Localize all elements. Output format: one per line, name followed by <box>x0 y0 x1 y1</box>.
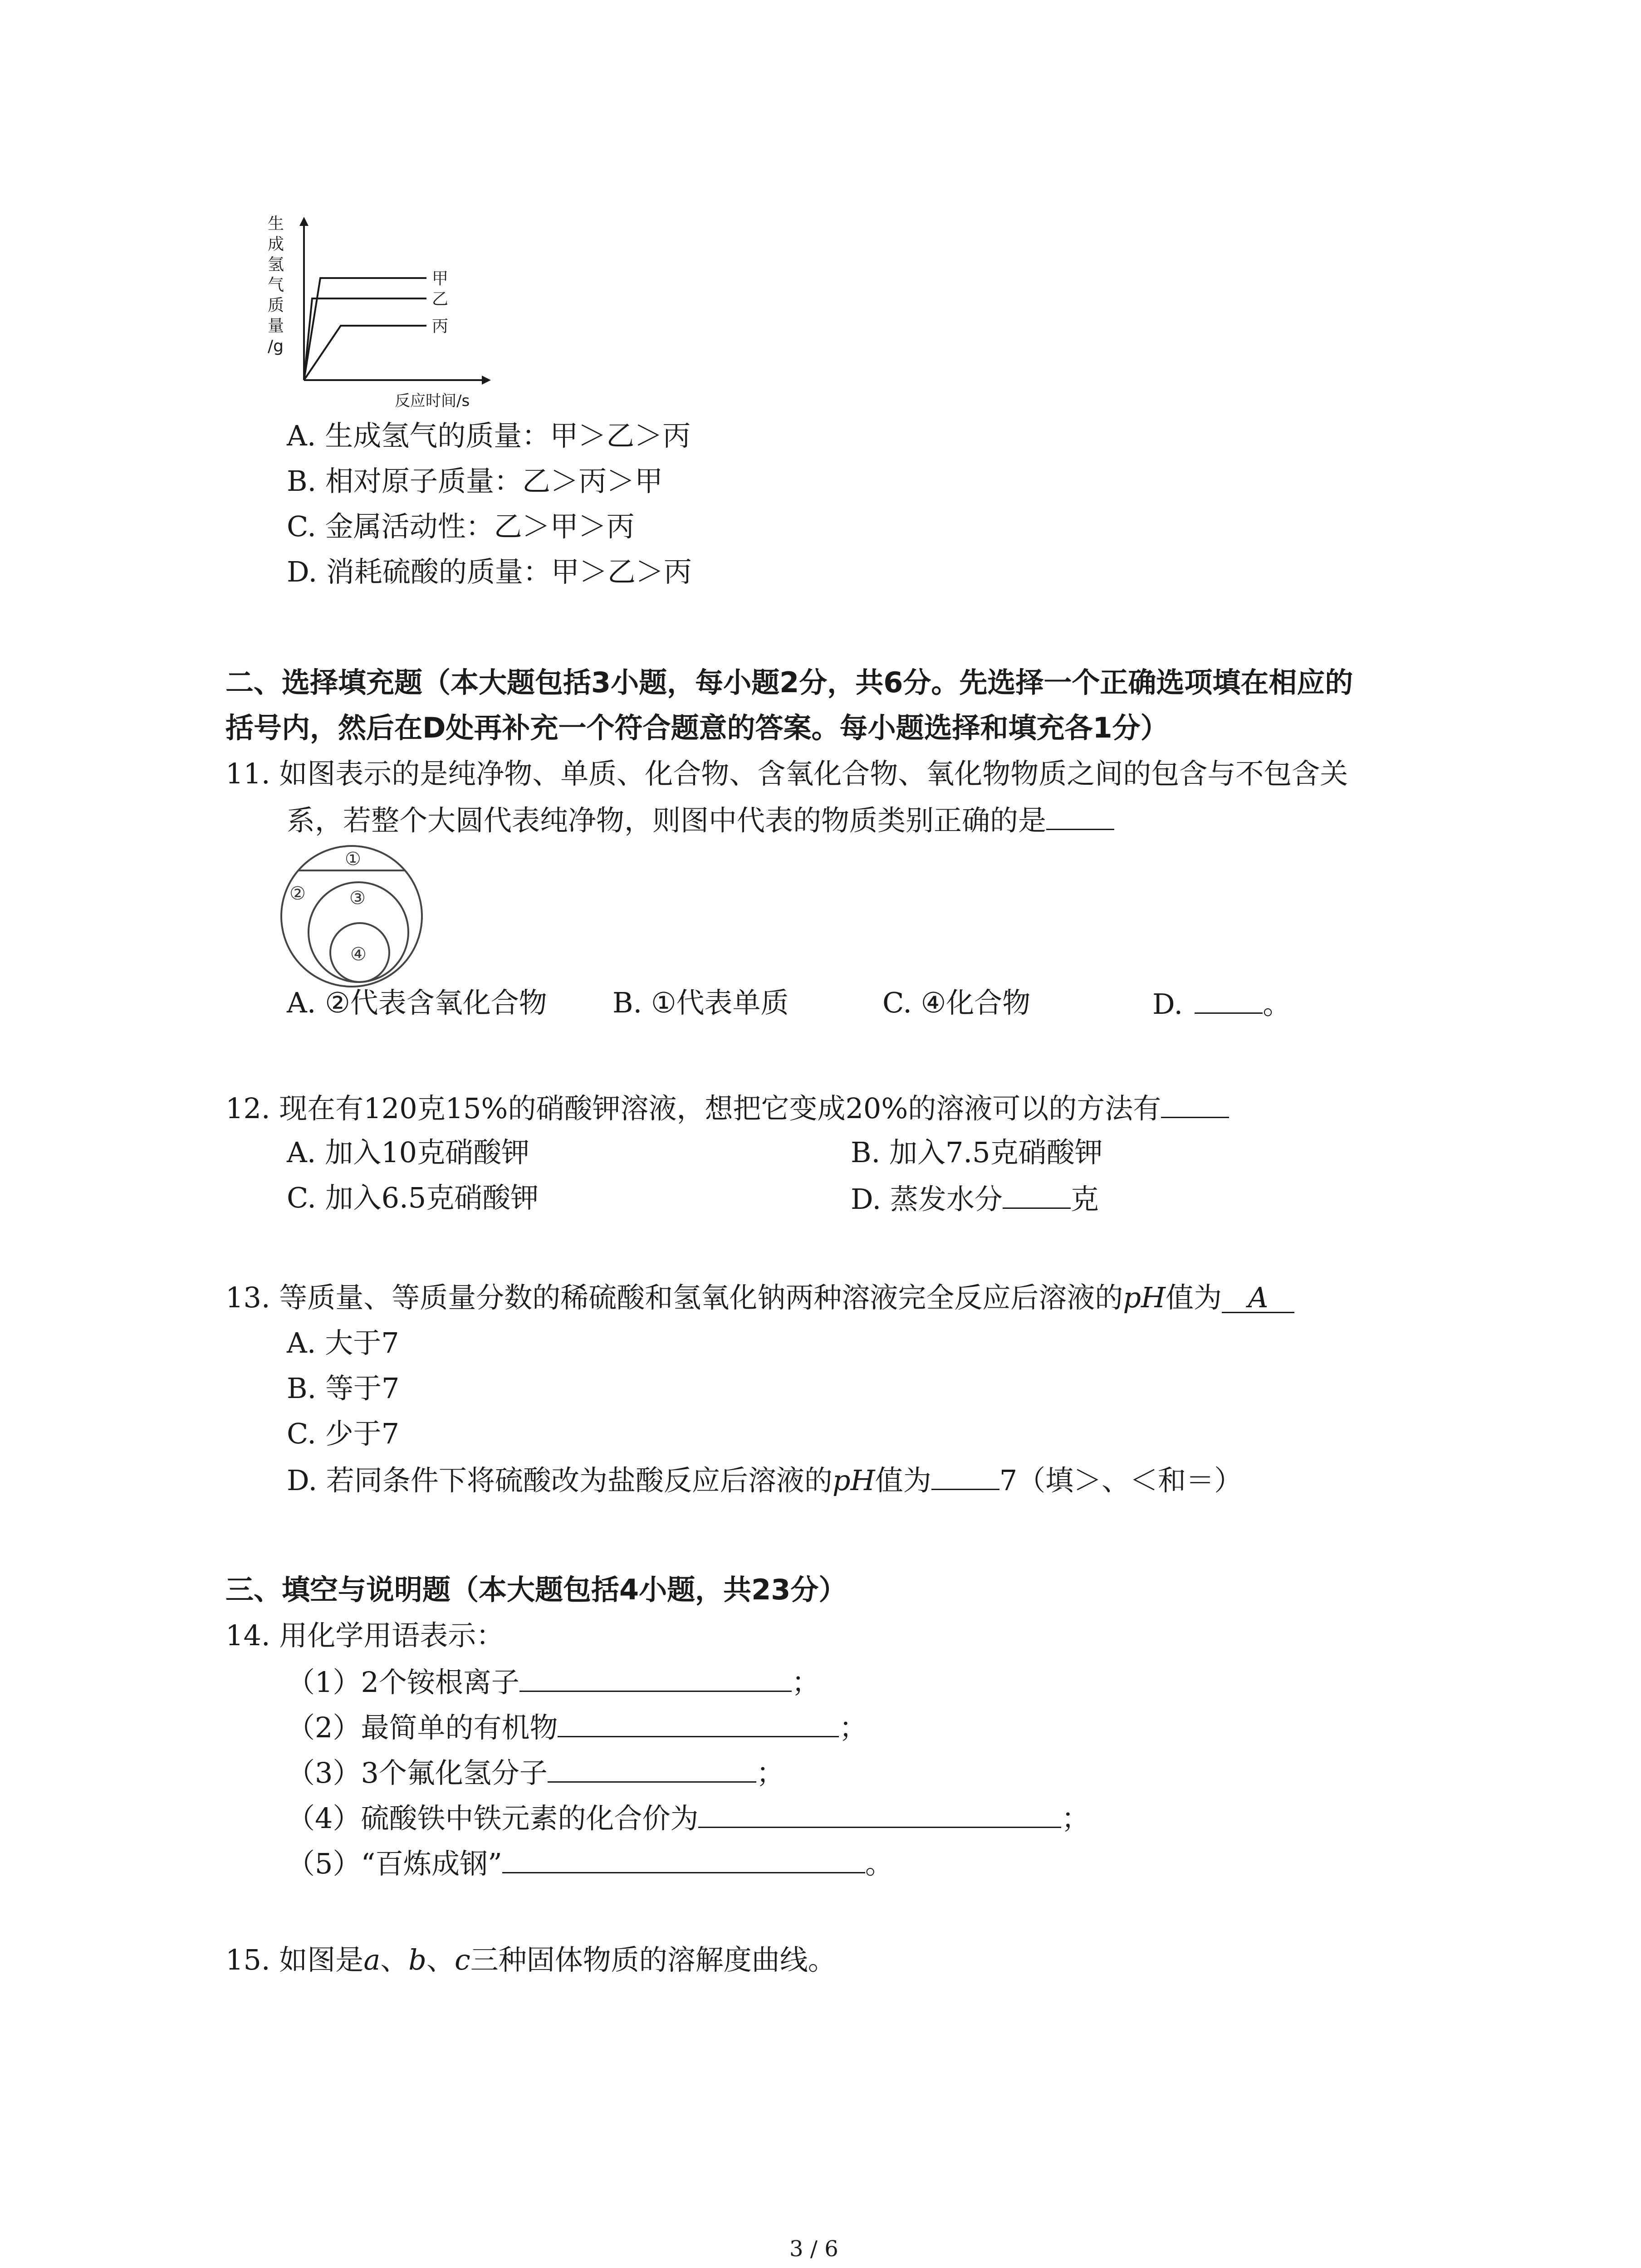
q11-option-b: B. ①代表单质 <box>612 986 789 1019</box>
hydrogen-mass-chart <box>268 213 513 417</box>
q12-answer-blank[interactable] <box>1161 1093 1229 1118</box>
series-label-3: 丙 <box>432 317 449 336</box>
label-4: ④ <box>350 944 367 965</box>
q10-option-b: B. 相对原子质量：乙＞丙＞甲 <box>287 464 663 498</box>
q14-4-blank[interactable] <box>698 1803 1061 1828</box>
q14-2-blank[interactable] <box>558 1712 839 1737</box>
q13-option-d: D. 若同条件下将硫酸改为盐酸反应后溶液的pH值为 7（填＞、＜和＝） <box>287 1464 1243 1497</box>
q13-option-c: C. 少于7 <box>287 1417 400 1450</box>
label-1: ① <box>345 849 361 870</box>
q10-option-d: D. 消耗硫酸的质量：甲＞乙＞丙 <box>287 555 692 588</box>
q13-option-b: B. 等于7 <box>287 1372 400 1405</box>
q11-answer-blank[interactable] <box>1046 805 1114 830</box>
section-2-heading-line-2: 括号内，然后在D处再补充一个符合题意的答案。每小题选择和填充各1分） <box>225 711 1169 744</box>
series-line-1 <box>304 278 426 380</box>
svg-text:量: 量 <box>268 317 284 335</box>
q10-option-a: A. 生成氢气的质量：甲＞乙＞丙 <box>287 419 691 452</box>
q12-option-b: B. 加入7.5克硝酸钾 <box>851 1136 1103 1169</box>
q12-d-blank[interactable] <box>1003 1184 1071 1209</box>
q14-stem: 14. 用化学用语表示： <box>225 1619 505 1652</box>
y-axis-arrow <box>299 217 309 226</box>
x-axis-arrow <box>482 376 491 385</box>
y-axis-label <box>268 215 284 356</box>
q10-option-c: C. 金属活动性：乙＞甲＞丙 <box>287 510 635 543</box>
q11-option-d: D. 。 <box>1152 987 1291 1021</box>
q13-stem: 13. 等质量、等质量分数的稀硫酸和氢氧化钠两种溶液完全反应后溶液的pH值为 A <box>225 1284 1294 1313</box>
q13-d-blank[interactable] <box>931 1465 999 1490</box>
q15-stem: 15. 如图是a、b、c三种固体物质的溶解度曲线。 <box>225 1943 836 1976</box>
q14-item-3: （3）3个氟化氢分子 ； <box>287 1756 784 1789</box>
q12-option-c: C. 加入6.5克硝酸钾 <box>287 1181 539 1214</box>
q13-option-a: A. 大于7 <box>287 1326 399 1359</box>
label-2: ② <box>289 883 306 904</box>
svg-text:生: 生 <box>268 215 284 233</box>
q14-1-blank[interactable] <box>519 1667 792 1692</box>
q13-answer[interactable]: A <box>1222 1284 1294 1313</box>
q14-item-5: （5）“百炼成钢” 。 <box>287 1847 893 1880</box>
q12-option-d: D. 蒸发水分 克 <box>851 1183 1099 1216</box>
q14-5-blank[interactable] <box>502 1848 865 1873</box>
q14-3-blank[interactable] <box>548 1758 756 1783</box>
q14-item-1: （1）2个铵根离子 ； <box>287 1666 820 1699</box>
q11-stem-line-2: 系，若整个大圆代表纯净物，则图中代表的物质类别正确的是 <box>287 805 1114 835</box>
q11-stem-line-1: 11. 如图表示的是纯净物、单质、化合物、含氧化合物、氧化物物质之间的包含与不包含关 <box>225 757 1348 790</box>
x-axis-label: 反应时间/s <box>395 392 470 410</box>
svg-text:质: 质 <box>268 296 284 315</box>
series-label-2: 乙 <box>432 290 449 308</box>
svg-text:/g: /g <box>268 337 284 356</box>
q11-option-a: A. ②代表含氧化合物 <box>287 986 547 1019</box>
svg-text:成: 成 <box>268 235 284 254</box>
q12-stem: 12. 现在有120克15%的硝酸钾溶液，想把它变成20%的溶液可以的方法有 <box>225 1093 1229 1123</box>
section-2-heading-line-1: 二、选择填充题（本大题包括3小题，每小题2分，共6分。先选择一个正确选项填在相应的 <box>225 666 1353 699</box>
series-label-1: 甲 <box>432 269 449 288</box>
page-number: 3 / 6 <box>789 2236 838 2262</box>
q14-item-2: （2）最简单的有机物 ； <box>287 1711 867 1744</box>
q14-item-4: （4）硫酸铁中铁元素的化合价为 ； <box>287 1802 1090 1835</box>
substance-classification-diagram <box>277 841 426 991</box>
q11-option-c: C. ④化合物 <box>882 986 1031 1019</box>
svg-text:气: 气 <box>268 276 284 294</box>
section-3-heading: 三、填空与说明题（本大题包括4小题，共23分） <box>225 1573 847 1606</box>
series-line-2 <box>304 298 426 380</box>
q11-d-blank[interactable] <box>1195 989 1263 1014</box>
svg-text:氢: 氢 <box>268 255 284 274</box>
series-line-3 <box>304 326 426 380</box>
label-3: ③ <box>349 888 366 909</box>
q12-option-a: A. 加入10克硝酸钾 <box>287 1136 530 1169</box>
